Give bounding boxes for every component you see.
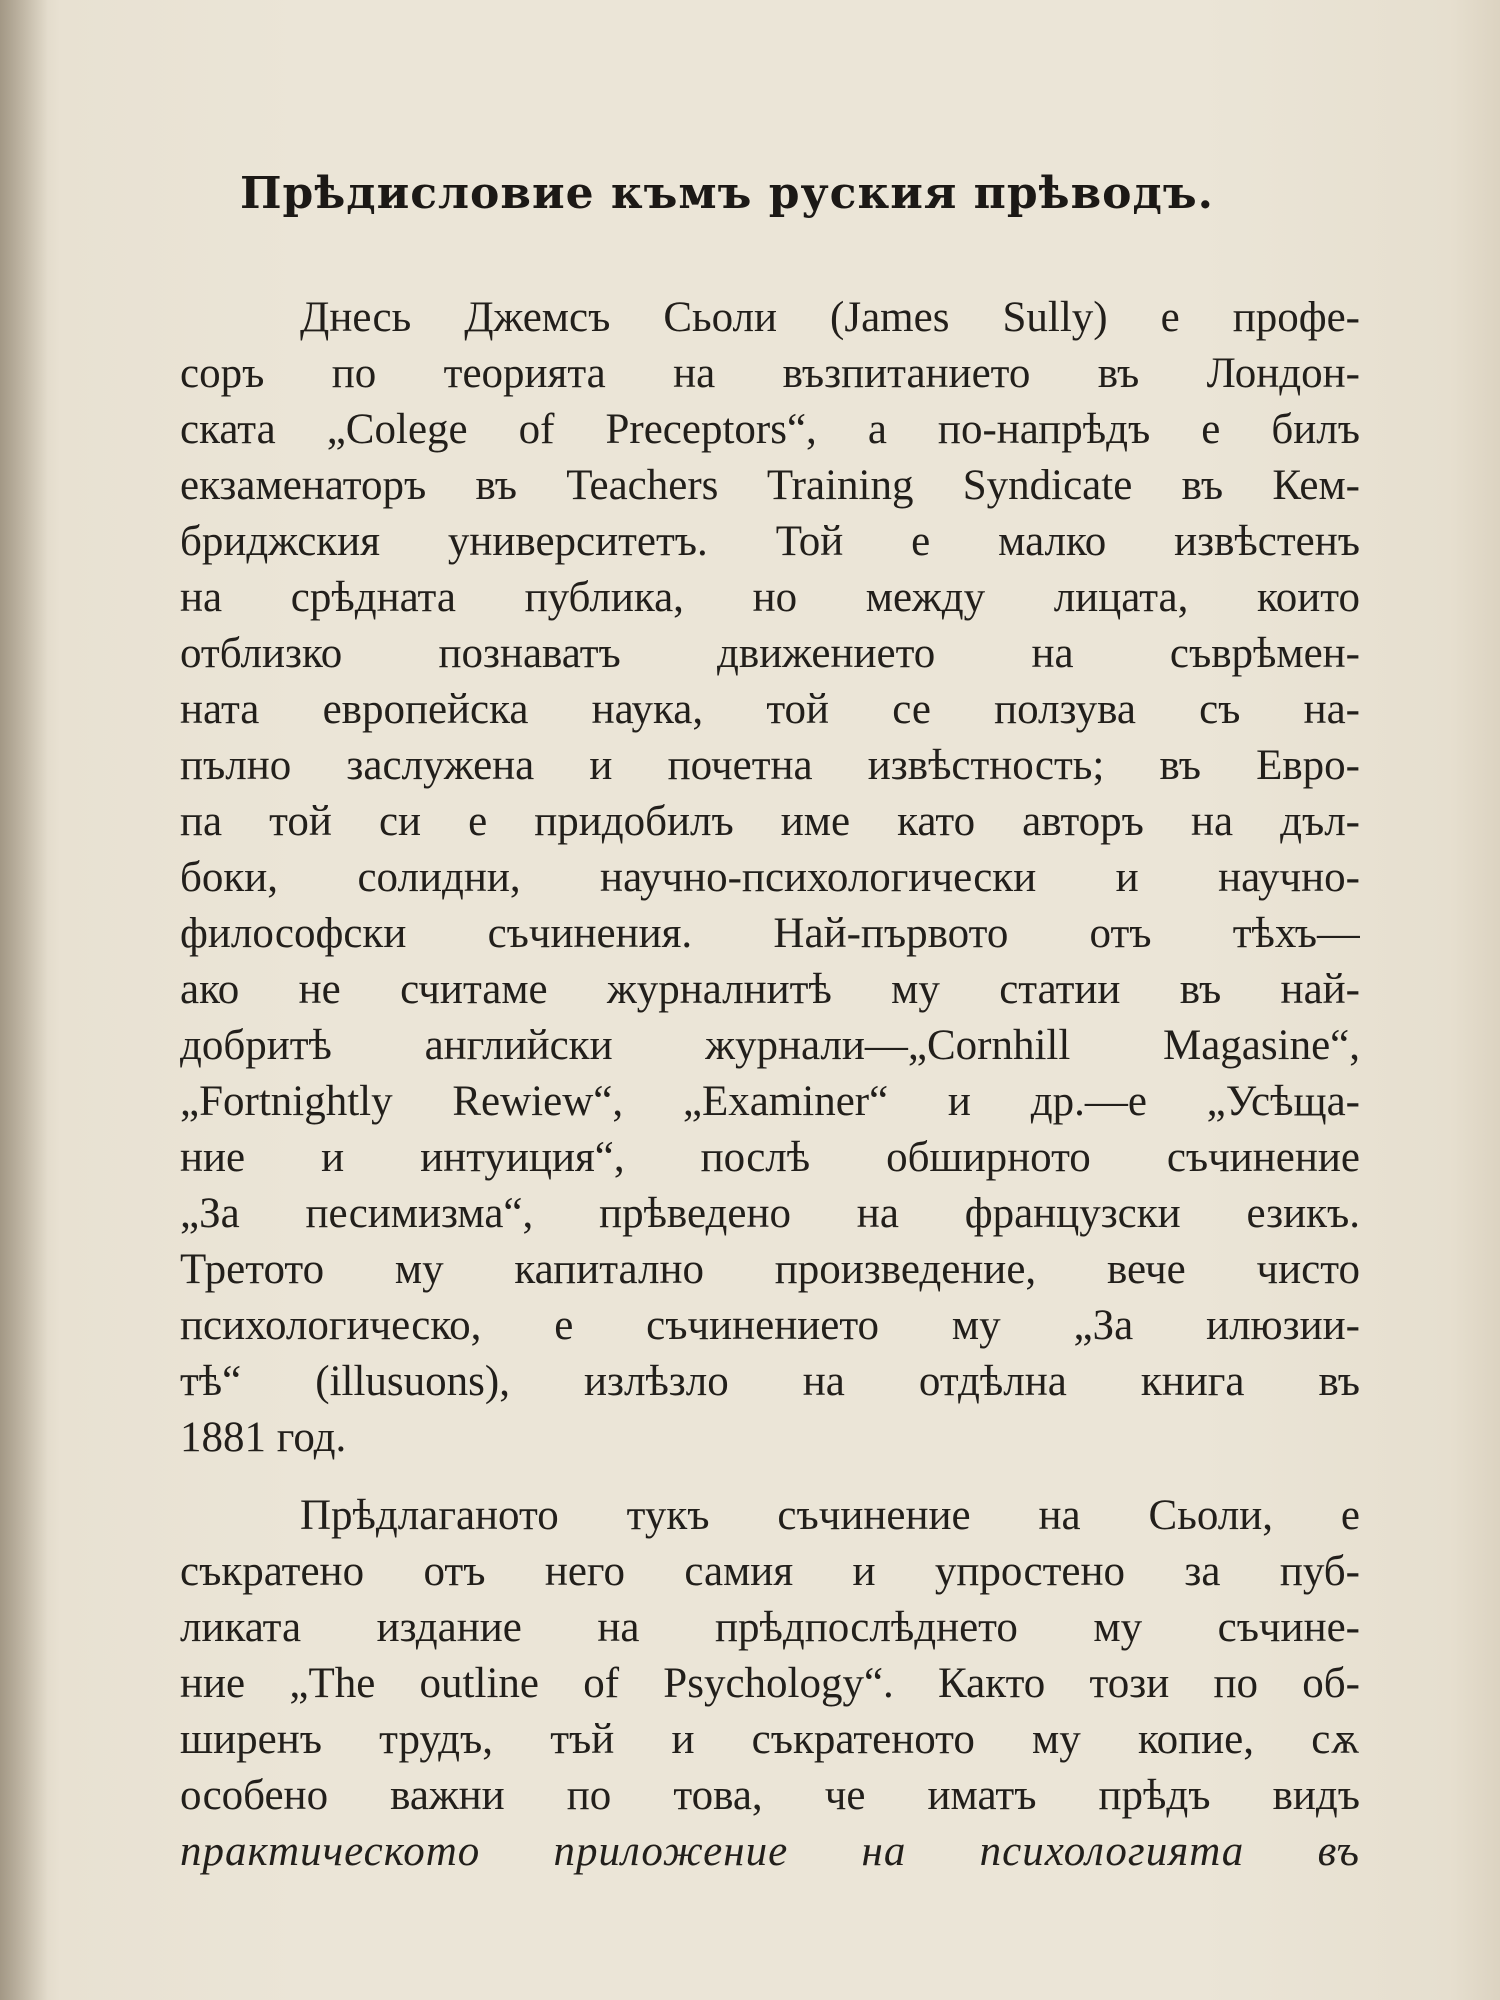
text-line: особено важни по това, че иматъ прѣдъ видъ <box>180 1772 1360 1819</box>
text-line: Третото му капитално произведение, вече чисто <box>180 1246 1360 1293</box>
text-line: „Fortnightly Rewiew“, „Examiner“ и др.—е „Усѣща- <box>180 1078 1360 1125</box>
text-line: на срѣдната публика, но между лицата, които <box>180 574 1360 621</box>
text-line: 1881 год. <box>180 1414 347 1461</box>
text-line: „За песимизма“, прѣведено на французски езикъ. <box>180 1190 1360 1237</box>
text-line: па той си е придобилъ име като авторъ на дъл- <box>180 798 1360 845</box>
text-line: философски съчинения. Най-първото отъ тѣхъ— <box>180 910 1360 957</box>
text-line: боки, солидни, научно-психологически и научно- <box>180 854 1360 901</box>
text-line: ната европейска наука, той се ползува съ на- <box>180 686 1360 733</box>
text-line: ние и интуиция“, послѣ обширното съчинение <box>180 1134 1360 1181</box>
text-line: отблизко познаватъ движението на съврѣмен- <box>180 630 1360 677</box>
text-line: ската „Colege of Preceptors“, а по-напрѣдъ е билъ <box>180 406 1360 453</box>
page-title: Прѣдисловие къмъ руския прѣводъ. <box>240 168 1214 219</box>
text-line: екзаменаторъ въ Teachers Training Syndicate въ Кем- <box>180 462 1360 509</box>
text-line: Прѣдлаганото тукъ съчинение на Сьоли, е <box>300 1492 1360 1539</box>
text-line: бриджския университетъ. Той е малко извѣстенъ <box>180 518 1360 565</box>
text-line: соръ по теорията на възпитанието въ Лондон- <box>180 350 1360 397</box>
text-line: ликата издание на прѣдпослѣднето му съчине- <box>180 1604 1360 1651</box>
text-line: Днесь Джемсъ Сьоли (James Sully) е профе- <box>300 294 1360 341</box>
text-line: добритѣ английски журнали—„Cornhill Magasine“, <box>180 1022 1360 1069</box>
text-line: психологическо, е съчинението му „За илюзии- <box>180 1302 1360 1349</box>
page <box>180 0 1360 2000</box>
text-line: пълно заслужена и почетна извѣстность; въ Евро- <box>180 742 1360 789</box>
text-line: тѣ“ (illusuons), излѣзло на отдѣлна книга въ <box>180 1358 1360 1405</box>
text-line: ширенъ трудъ, тъй и съкратеното му копие, сѫ <box>180 1716 1360 1763</box>
book-spine-shadow <box>0 0 48 2000</box>
text-line: практическото приложение на психологията въ <box>180 1828 1360 1875</box>
text-line: ако не считаме журналнитѣ му статии въ най- <box>180 966 1360 1013</box>
text-line: съкратено отъ него самия и упростено за пуб- <box>180 1548 1360 1595</box>
text-line: ние „The outline of Psychology“. Както този по об- <box>180 1660 1360 1707</box>
